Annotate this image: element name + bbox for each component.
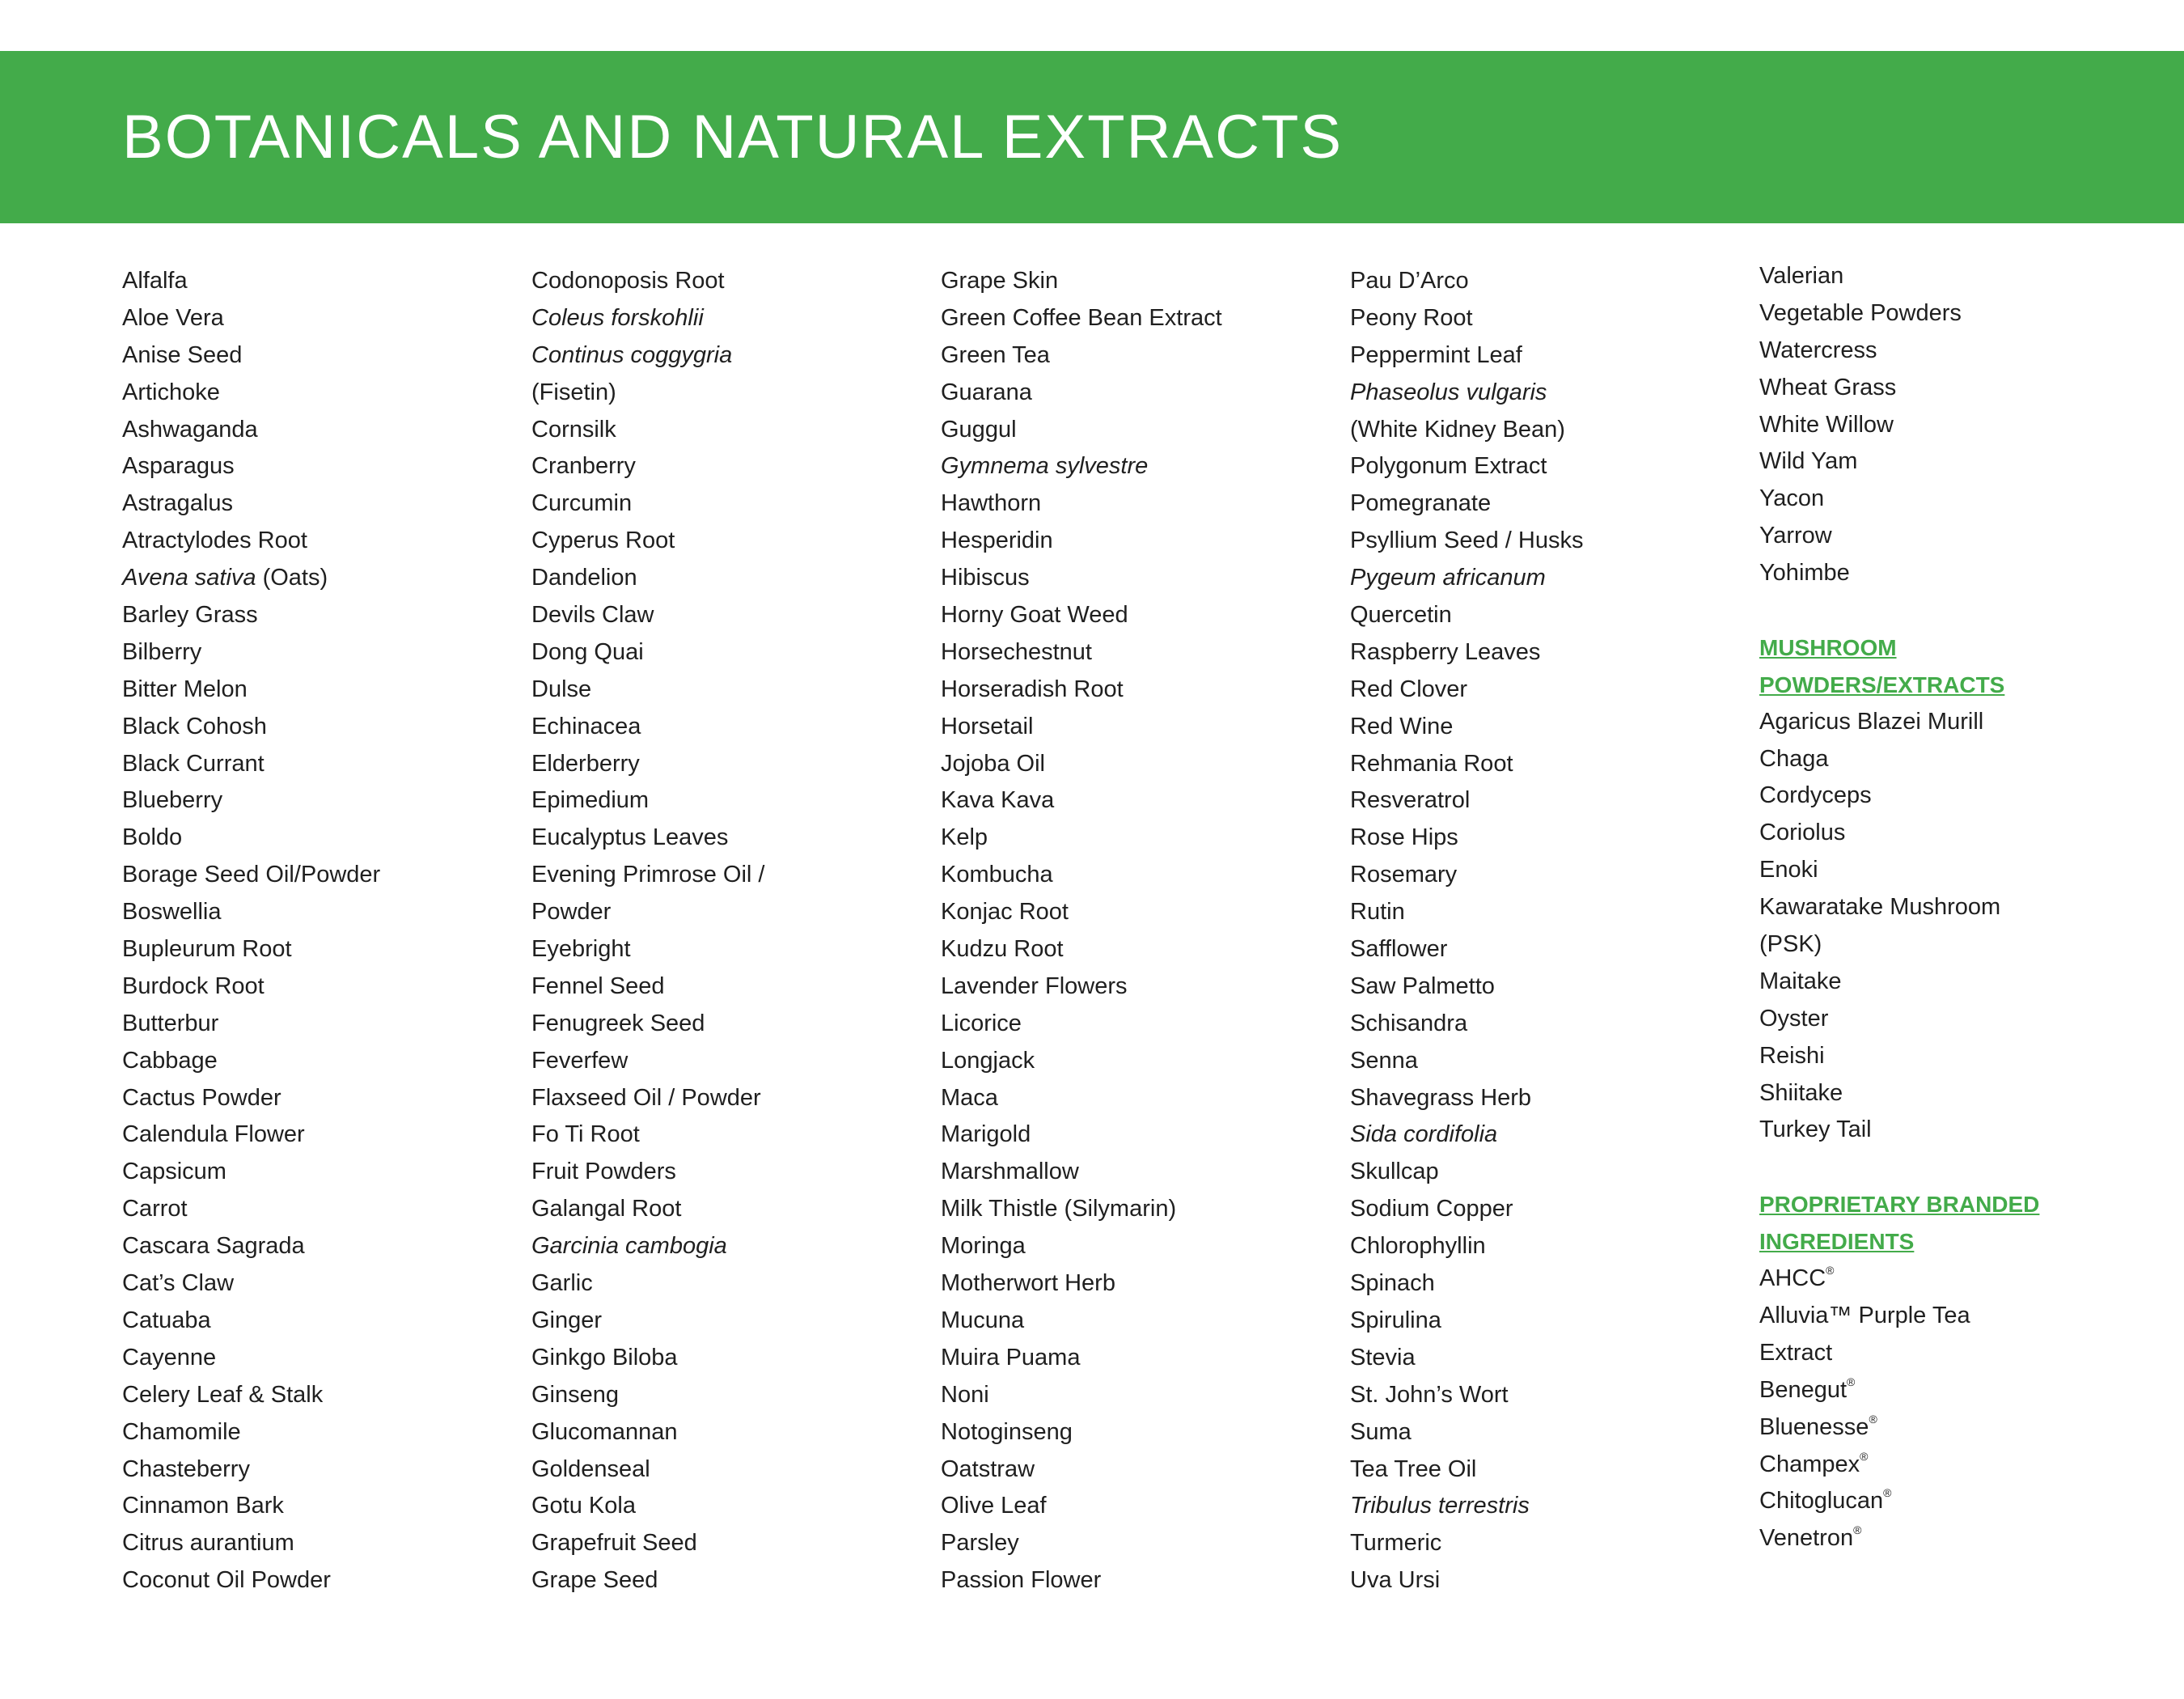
list-item: Eyebright [531,936,631,963]
list-item: Eucalyptus Leaves [531,824,729,851]
list-item: Marigold [941,1121,1031,1148]
list-item: Yacon [1759,485,1825,512]
header-banner [0,51,2184,223]
list-item: Catuaba [122,1307,211,1333]
list-item: Ashwaganda [122,416,258,443]
list-item: Bilberry [122,638,202,665]
list-item: Goldenseal [531,1455,650,1482]
list-item: Peony Root [1350,304,1473,331]
list-item: Mucuna [941,1307,1025,1333]
list-item: Sodium Copper [1350,1196,1513,1222]
list-item: Hibiscus [941,565,1030,591]
registered-mark: ® [1853,1523,1862,1537]
list-item: Konjac Root [941,899,1069,926]
list-item: Turkey Tail [1759,1116,1872,1143]
list-item: Chlorophyllin [1350,1233,1486,1260]
list-item: Grapefruit Seed [531,1530,697,1557]
list-item: Saw Palmetto [1350,972,1495,999]
brand-name: Alluvia™ Purple Tea [1759,1302,1970,1328]
list-item: Blueberry [122,787,223,814]
list-item: Reishi [1759,1042,1825,1069]
list-item: Garlic [531,1270,593,1297]
list-item: Quercetin [1350,602,1452,629]
list-item: (White Kidney Bean) [1350,416,1565,443]
list-item: Wheat Grass [1759,374,1897,400]
list-item: Pomegranate [1350,490,1492,517]
registered-mark: ® [1826,1264,1835,1277]
ingredient-column-4 [1350,263,1584,1599]
list-item: Suma [1350,1418,1412,1445]
list-item: Horseradish Root [941,676,1124,702]
list-item-avena-sativa [122,560,380,597]
list-item: Kudzu Root [941,936,1064,963]
list-item: St. John’s Wort [1350,1381,1509,1408]
list-item: Green Coffee Bean Extract [941,304,1222,331]
list-item: Fruit Powders [531,1159,676,1185]
list-item: Anise Seed [122,341,243,368]
list-item [1759,1483,2039,1520]
list-item: Atractylodes Root [122,527,307,554]
list-item: Ginkgo Biloba [531,1344,678,1371]
list-item: Grape Seed [531,1567,658,1594]
list-item: Black Currant [122,750,265,777]
list-item: Dandelion [531,565,637,591]
list-item: Valerian [1759,263,1844,289]
list-item: Coleus forskohlii [531,304,704,331]
list-item: Oatstraw [941,1455,1035,1482]
spacer [1759,592,2039,629]
avena-italic: Avena sativa [122,565,256,591]
list-item: Feverfew [531,1047,629,1074]
list-item: Artichoke [122,379,220,405]
section-heading-mushroom: MUSHROOM [1759,634,1897,660]
list-item: Guarana [941,379,1032,405]
avena-rest: (Oats) [256,565,328,591]
list-item: Notoginseng [941,1418,1073,1445]
list-item: Moringa [941,1233,1026,1260]
list-item: Cyperus Root [531,527,675,554]
list-item: Noni [941,1381,989,1408]
ingredient-column-2 [531,263,765,1599]
list-item: Astragalus [122,490,234,517]
list-item: Cayenne [122,1344,217,1371]
list-item: Oyster [1759,1005,1829,1032]
registered-mark: ® [1860,1449,1869,1463]
list-item: Phaseolus vulgaris [1350,379,1547,405]
list-item: Kelp [941,824,988,851]
list-item: Boswellia [122,899,222,926]
list-item: Motherwort Herb [941,1270,1115,1297]
brand-name: Extract [1759,1339,1833,1366]
list-item: Celery Leaf & Stalk [122,1381,324,1408]
list-item: Spirulina [1350,1307,1441,1333]
list-item: Senna [1350,1047,1418,1074]
list-item: Aloe Vera [122,304,224,331]
list-item: Spinach [1350,1270,1435,1297]
list-item: Marshmallow [941,1159,1079,1185]
list-item: Kava Kava [941,787,1055,814]
list-item: Elderberry [531,750,640,777]
registered-mark: ® [1883,1486,1892,1500]
list-item: Raspberry Leaves [1350,638,1541,665]
list-item: Safflower [1350,936,1448,963]
list-item: Alfalfa [122,268,188,294]
list-item: Cabbage [122,1047,218,1074]
list-item: Hawthorn [941,490,1042,517]
list-item: White Willow [1759,411,1894,438]
list-item: Calendula Flower [122,1121,305,1148]
section-heading-proprietary: PROPRIETARY BRANDED [1759,1192,2040,1218]
list-item: Tribulus terrestris [1350,1493,1530,1519]
brand-name: Venetron [1759,1525,1854,1552]
list-item: Schisandra [1350,1010,1468,1036]
list-item: Rutin [1350,899,1405,926]
ingredient-column-5 [1759,258,2039,1557]
section-heading-mushroom-line-2: POWDERS/EXTRACTS [1759,672,2005,697]
list-item: Cranberry [531,453,636,480]
brand-name: Bluenesse [1759,1413,1869,1440]
list-item: Psyllium Seed / Husks [1350,527,1584,554]
list-item: Red Clover [1350,676,1468,702]
list-item [1759,1372,2039,1409]
list-item [1759,1260,2039,1298]
list-item: Muira Puama [941,1344,1081,1371]
brand-name: AHCC [1759,1265,1826,1292]
list-item: Citrus aurantium [122,1530,294,1557]
list-item: Ginger [531,1307,603,1333]
list-item: Licorice [941,1010,1022,1036]
list-item: Rehmania Root [1350,750,1513,777]
list-item: Glucomannan [531,1418,678,1445]
section-heading-proprietary-line-2: INGREDIENTS [1759,1229,1915,1255]
list-item [1759,1298,2039,1335]
list-item: Pygeum africanum [1350,565,1546,591]
list-item: Gymnema sylvestre [941,453,1149,480]
list-item: Olive Leaf [941,1493,1047,1519]
list-item: Gotu Kola [531,1493,636,1519]
list-item: Maitake [1759,968,1842,994]
page-title: BOTANICALS AND NATURAL EXTRACTS [122,103,1344,172]
list-item: Watercress [1759,337,1877,363]
list-item: Kawaratake Mushroom [1759,894,2001,921]
list-item: Agaricus Blazei Murill [1759,708,1984,735]
list-item: Echinacea [531,713,641,739]
list-item: Curcumin [531,490,633,517]
brand-name: Champex [1759,1451,1860,1477]
list-item: Uva Ursi [1350,1567,1441,1594]
list-item: Sida cordifolia [1350,1121,1498,1148]
list-item: Rose Hips [1350,824,1458,851]
list-item: Resveratrol [1350,787,1471,814]
list-item: Vegetable Powders [1759,299,1962,326]
list-item: Red Wine [1350,713,1454,739]
list-item: Hesperidin [941,527,1053,554]
list-item: Cactus Powder [122,1084,281,1111]
list-item: Chaga [1759,745,1829,772]
list-item: Epimedium [531,787,650,814]
list-item: Ginseng [531,1381,620,1408]
list-item: Enoki [1759,857,1818,883]
list-item [1759,1409,2039,1447]
registered-mark: ® [1869,1412,1877,1426]
list-item: Stevia [1350,1344,1416,1371]
list-item: Codonoposis Root [531,268,725,294]
list-item: Parsley [941,1530,1019,1557]
list-item: Cat’s Claw [122,1270,235,1297]
list-item: Carrot [122,1196,188,1222]
list-item: Asparagus [122,453,235,480]
list-item: Dong Quai [531,638,644,665]
list-item: Yohimbe [1759,560,1850,587]
list-item: Jojoba Oil [941,750,1045,777]
list-item: Skullcap [1350,1159,1439,1185]
list-item: Evening Primrose Oil / [531,862,765,888]
list-item: Peppermint Leaf [1350,341,1522,368]
list-item: Barley Grass [122,602,258,629]
list-item: Guggul [941,416,1017,443]
list-item: Maca [941,1084,998,1111]
list-item [1759,1335,2039,1372]
list-item: Capsicum [122,1159,226,1185]
list-item: Coconut Oil Powder [122,1567,331,1594]
list-item: Kombucha [941,862,1053,888]
list-item: Continus coggygria [531,341,733,368]
list-item: Cascara Sagrada [122,1233,305,1260]
list-item: (PSK) [1759,931,1822,958]
list-item: Milk Thistle (Silymarin) [941,1196,1177,1222]
list-item: Boldo [122,824,183,851]
brand-name: Chitoglucan [1759,1488,1884,1515]
list-item [1759,1447,2039,1484]
list-item: Coriolus [1759,820,1846,846]
brand-name: Benegut [1759,1376,1848,1403]
list-item: Butterbur [122,1010,219,1036]
list-item: Horsetail [941,713,1034,739]
list-item: Longjack [941,1047,1035,1074]
list-item: Horny Goat Weed [941,602,1128,629]
list-item: Garcinia cambogia [531,1233,727,1260]
list-item: Bitter Melon [122,676,248,702]
list-item: Grape Skin [941,268,1059,294]
list-item: Powder [531,899,612,926]
list-item: Yarrow [1759,523,1832,549]
list-item: Dulse [531,676,592,702]
list-item: Cordyceps [1759,782,1872,809]
list-item: Shavegrass Herb [1350,1084,1532,1111]
list-item: Horsechestnut [941,638,1092,665]
list-item: Galangal Root [531,1196,682,1222]
list-item: Chamomile [122,1418,241,1445]
list-item: Cornsilk [531,416,616,443]
list-item: Flaxseed Oil / Powder [531,1084,761,1111]
list-item: Fo Ti Root [531,1121,640,1148]
list-item: Passion Flower [941,1567,1102,1594]
list-item: Chasteberry [122,1455,250,1482]
spacer [1759,1149,2039,1186]
list-item: (Fisetin) [531,379,616,405]
ingredient-column-3 [941,263,1222,1599]
list-item: Borage Seed Oil/Powder [122,862,381,888]
list-item: Fenugreek Seed [531,1010,705,1036]
list-item: Fennel Seed [531,972,665,999]
ingredient-column-1 [122,263,380,1599]
list-item: Devils Claw [531,602,654,629]
list-item [1759,1520,2039,1557]
list-item: Rosemary [1350,862,1458,888]
list-item: Bupleurum Root [122,936,292,963]
list-item: Lavender Flowers [941,972,1128,999]
list-item: Tea Tree Oil [1350,1455,1477,1482]
list-item: Polygonum Extract [1350,453,1547,480]
list-item: Black Cohosh [122,713,267,739]
list-item: Burdock Root [122,972,265,999]
list-item: Cinnamon Bark [122,1493,284,1519]
list-item: Green Tea [941,341,1050,368]
list-item: Wild Yam [1759,448,1858,475]
list-item: Shiitake [1759,1079,1843,1106]
list-item: Pau D’Arco [1350,268,1469,294]
list-item: Turmeric [1350,1530,1442,1557]
registered-mark: ® [1847,1375,1856,1388]
